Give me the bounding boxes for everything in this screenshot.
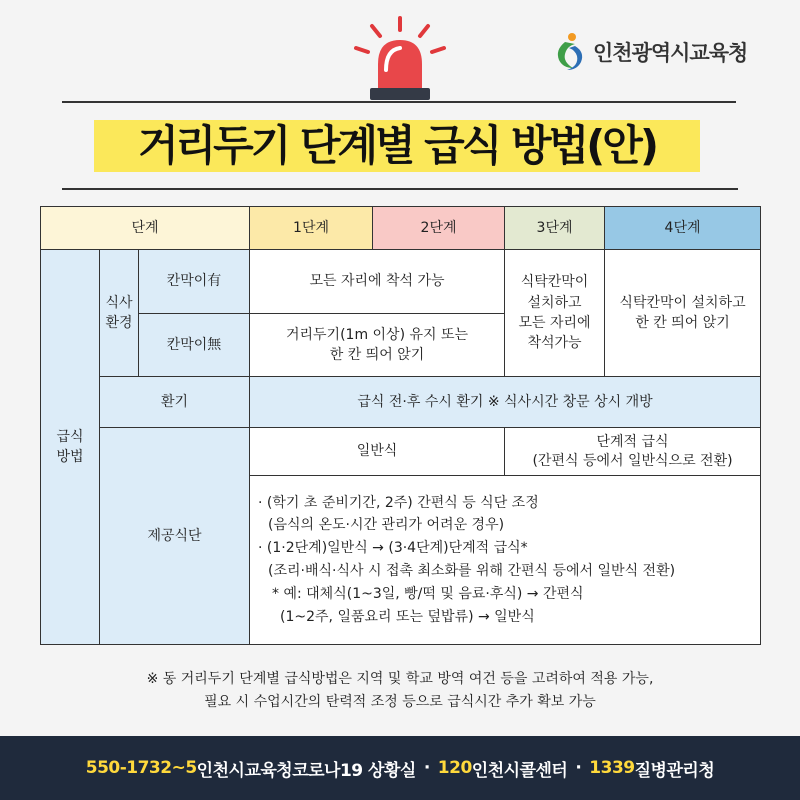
kdca-label: 질병관리청 xyxy=(634,760,715,781)
partition-no-stage12: 거리두기(1m 이상) 유지 또는 한 칸 띄어 앉기 xyxy=(250,314,505,377)
ventilation-text: 급식 전·후 수시 환기 ※ 식사시간 창문 상시 개방 xyxy=(250,377,761,428)
org-name: 인천광역시교육청 xyxy=(593,41,748,65)
dining-env-label: 식사 환경 xyxy=(100,250,139,377)
top-divider xyxy=(62,101,736,103)
covid-center-number: 550-1732~5 xyxy=(85,758,197,778)
page-title: 거리두기 단계별 급식 방법(안) xyxy=(137,121,657,170)
stage-header: 단계 xyxy=(41,207,250,250)
footnote-line-2: 필요 시 수업시간의 탄력적 조정 등으로 급식시간 추가 확보 가능 xyxy=(204,693,596,710)
bottom-divider xyxy=(62,188,738,190)
partition-no-label: 칸막이無 xyxy=(139,314,250,377)
call-center-number: 120 xyxy=(437,758,472,778)
partition-yes-label: 칸막이有 xyxy=(139,250,250,314)
meal-method-table xyxy=(40,206,761,645)
stage-1-header: 1단계 xyxy=(250,207,373,250)
meal-notes xyxy=(250,476,761,645)
footnote xyxy=(40,668,760,713)
ventilation-label: 환기 xyxy=(100,377,250,428)
meal-note-line: (1~2주, 일품요리 또는 덮밥류) → 일반식 xyxy=(280,608,535,625)
call-center-label: 인천시콜센터 xyxy=(471,760,568,781)
covid-center-label: 인천시교육청코로나19 상황실 xyxy=(196,760,416,781)
contact-footer xyxy=(0,736,800,800)
meal-provision-label: 제공식단 xyxy=(100,428,250,645)
env-stage3: 식탁칸막이 설치하고 모든 자리에 착석가능 xyxy=(505,250,605,377)
meal-method-label: 급식 방법 xyxy=(41,250,100,645)
env-stage4: 식탁칸막이 설치하고 한 칸 띄어 앉기 xyxy=(605,250,761,377)
education-office-logo-icon xyxy=(553,32,587,72)
meal-note-line: · (학기 초 준비기간, 2주) 간편식 등 식단 조정 xyxy=(258,494,539,511)
stage-4-header: 4단계 xyxy=(605,207,761,250)
meal-note-line: (조리·배식·식사 시 접촉 최소화를 위해 간편식 등에서 일반식 전환) xyxy=(268,563,676,579)
meal-note-line: * 예: 대체식(1~3일, 빵/떡 및 음료·후식) → 간편식 xyxy=(272,585,584,602)
siren-icon xyxy=(350,14,450,104)
kdca-number: 1339 xyxy=(589,758,635,778)
phased-meal: 단계적 급식 (간편식 등에서 일반식으로 전환) xyxy=(505,428,761,476)
footer-separator: · xyxy=(423,758,430,778)
regular-meal: 일반식 xyxy=(250,428,505,476)
footnote-line-1: ※ 동 거리두기 단계별 급식방법은 지역 및 학교 방역 여건 등을 고려하여 적용 가능, xyxy=(146,671,654,687)
partition-yes-stage12: 모든 자리에 착석 가능 xyxy=(250,250,505,314)
footer-separator: · xyxy=(575,758,582,778)
education-office-logo xyxy=(553,30,747,74)
stage-3-header: 3단계 xyxy=(505,207,605,250)
stage-2-header: 2단계 xyxy=(373,207,505,250)
meal-note-line: (음식의 온도·시간 관리가 어려운 경우) xyxy=(268,517,505,534)
meal-note-line: · (1·2단계)일반식 → (3·4단계)단계적 급식* xyxy=(258,540,528,557)
